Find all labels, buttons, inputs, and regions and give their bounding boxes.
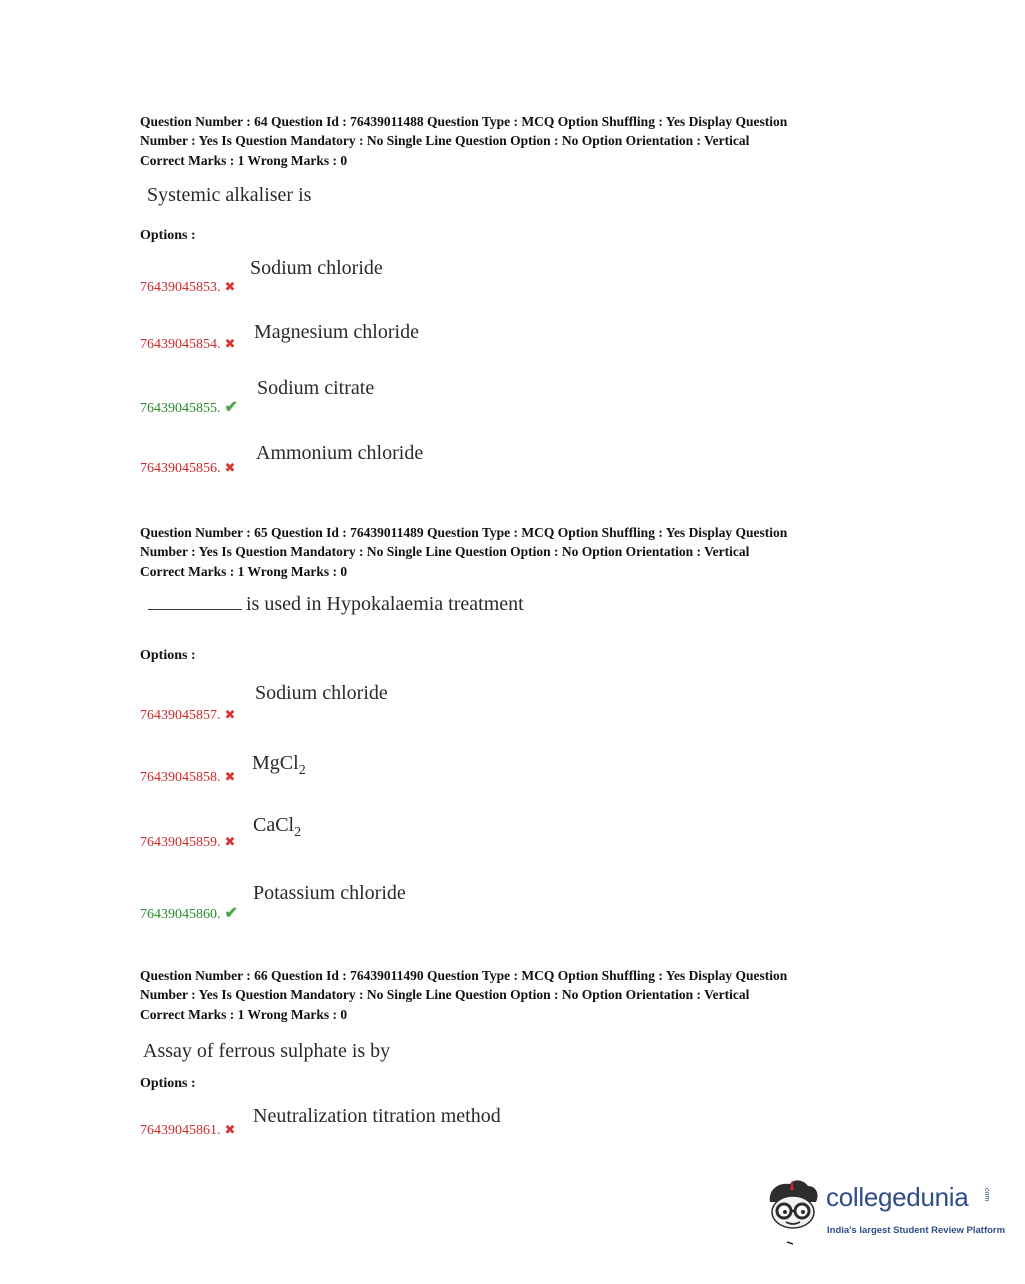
option-text: Sodium chloride (250, 257, 383, 279)
option-id: 76439045858. ✖ (140, 769, 236, 785)
question-65-meta (140, 524, 880, 582)
cross-icon: ✖ (224, 769, 236, 784)
option-id: 76439045861. ✖ (140, 1122, 236, 1138)
question-65-text: is used in Hypokalaemia treatment (148, 593, 524, 616)
collegedunia-logo (764, 1176, 1006, 1246)
option-text: Sodium chloride (255, 682, 388, 704)
logo-tagline: India's largest Student Review Platform (827, 1225, 1006, 1236)
option-text: Potassium chloride (253, 882, 406, 904)
option-text: Sodium citrate (257, 377, 375, 399)
question-66-meta (140, 967, 880, 1025)
check-icon: ✔ (224, 399, 238, 416)
option-id: 76439045855. ✔ (140, 399, 238, 416)
option-text: Magnesium chloride (254, 321, 419, 343)
mascot-icon (764, 1176, 824, 1248)
cross-icon: ✖ (224, 1122, 236, 1137)
option-id: 76439045859. ✖ (140, 834, 236, 850)
meta-line: Correct Marks : 1 Wrong Marks : 0 (140, 153, 348, 168)
options-label: Options : (140, 228, 196, 243)
meta-line: Correct Marks : 1 Wrong Marks : 0 (140, 1007, 348, 1022)
logo-suffix: .com (983, 1186, 990, 1202)
question-64-text: Systemic alkaliser is (147, 184, 312, 206)
option-id: 76439045856. ✖ (140, 460, 236, 476)
meta-line: Question Number : 65 Question Id : 76439011489 Question Type : MCQ Option Shuffling : Yes Display Question (140, 525, 788, 540)
option-id: 76439045854. ✖ (140, 336, 236, 352)
options-label: Options : (140, 1076, 196, 1091)
option-id: 76439045860. ✔ (140, 905, 238, 922)
option-id: 76439045857. ✖ (140, 707, 236, 723)
question-66-text: Assay of ferrous sulphate is by (143, 1040, 391, 1062)
meta-line: Correct Marks : 1 Wrong Marks : 0 (140, 564, 348, 579)
option-text: Neutralization titration method (253, 1105, 501, 1127)
meta-line: Number : Yes Is Question Mandatory : No Single Line Question Option : No Option Orientation : Vertical (140, 543, 750, 559)
option-text: MgCl$_2$ (252, 752, 306, 778)
cross-icon: ✖ (224, 834, 236, 849)
question-64-meta (140, 113, 880, 171)
cross-icon: ✖ (224, 707, 236, 722)
cross-icon: ✖ (224, 460, 236, 475)
answer-blank (148, 593, 242, 610)
cross-icon: ✖ (224, 336, 236, 351)
meta-line: Number : Yes Is Question Mandatory : No Single Line Question Option : No Option Orientation : Vertical (140, 986, 750, 1002)
cross-icon: ✖ (224, 279, 236, 294)
meta-line: Question Number : 64 Question Id : 76439011488 Question Type : MCQ Option Shuffling : Yes Display Question (140, 114, 788, 129)
option-text: Ammonium chloride (256, 442, 424, 464)
option-id: 76439045853. ✖ (140, 279, 236, 295)
meta-line: Question Number : 66 Question Id : 76439011490 Question Type : MCQ Option Shuffling : Yes Display Question (140, 968, 788, 983)
logo-name: collegedunia (826, 1182, 969, 1212)
check-icon: ✔ (224, 905, 238, 922)
meta-line: Number : Yes Is Question Mandatory : No Single Line Question Option : No Option Orientation : Vertical (140, 132, 750, 148)
options-label: Options : (140, 648, 196, 663)
option-text: CaCl$_2$ (253, 814, 302, 840)
